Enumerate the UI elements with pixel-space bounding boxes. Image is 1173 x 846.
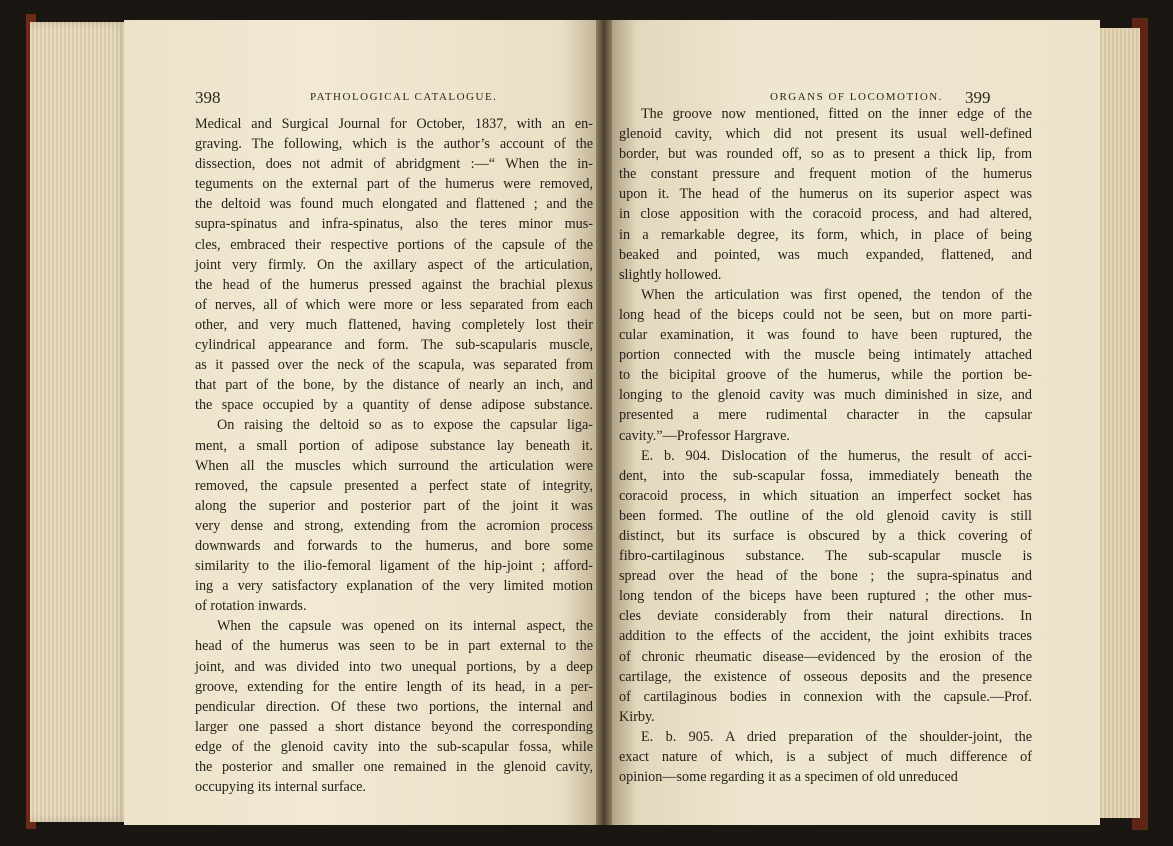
text-line: cylindrical appearance and form. The sub-scapularis muscle, [195, 337, 593, 354]
text-line: along the superior and posterior part of the joint it was [195, 497, 593, 514]
text-line: border, but was rounded off, so as to present a thick lip, from [619, 146, 1032, 163]
text-line: in a remarkable degree, its form, which, in place of being [619, 226, 1032, 243]
text-line: long head of the biceps could not be seen, but on more parti- [619, 306, 1032, 323]
text-line: long tendon of the biceps have been ruptured ; the other mus- [619, 588, 1032, 605]
text-line: opinion—some regarding it as a specimen of old unreduced [619, 769, 958, 786]
text-line: longing to the glenoid cavity was much diminished in size, and [619, 387, 1032, 404]
left-page-body [195, 114, 593, 797]
text-line: portion connected with the muscle being intimately attached [619, 347, 1032, 364]
text-line: removed, the capsule presented a perfect state of integrity, [195, 477, 593, 494]
text-line: E. b. 905. A dried preparation of the shoulder-joint, the [641, 728, 1032, 745]
text-line: head of the humerus was seen to be in part external to the [195, 638, 593, 655]
right-page-number: 399 [965, 88, 991, 107]
text-line: upon it. The head of the humerus on its superior aspect was [619, 186, 1032, 203]
text-line: cles deviate considerably from their natural directions. In [619, 608, 1032, 625]
right-page-body [619, 104, 1032, 787]
text-line: exact nature of which, is a subject of much difference of [619, 749, 1032, 765]
text-line: the head of the humerus pressed against the brachial plexus [195, 276, 593, 293]
text-line: the space occupied by a quantity of dense adipose substance. [195, 397, 593, 414]
text-line: addition to the effects of the accident, the joint exhibits traces [619, 628, 1032, 645]
text-line: larger one passed a short distance beyond the corresponding [195, 718, 593, 735]
text-line: the deltoid was found much elongated and flattened ; and the [195, 196, 593, 213]
text-line: similarity to the ilio-femoral ligament of the hip-joint ; afford- [195, 558, 593, 575]
text-line: cartilage, the existence of osseous deposits and the presence [619, 668, 1032, 685]
text-line: joint, and was divided into two unequal portions, by a deep [195, 658, 593, 675]
left-running-head: PATHOLOGICAL CATALOGUE. [310, 91, 498, 103]
text-line: been formed. The outline of the old glenoid cavity is still [619, 507, 1032, 524]
text-line: E. b. 904. Dislocation of the humerus, the result of acci- [641, 447, 1032, 464]
right-running-head: ORGANS OF LOCOMOTION. [770, 91, 943, 103]
text-line: beaked and pointed, was much expanded, flattened, and [619, 246, 1032, 263]
text-line: the posterior and smaller one remained in the glenoid cavity, [195, 759, 593, 775]
text-line: On raising the deltoid so as to expose the capsular liga- [217, 417, 593, 434]
text-line: coracoid process, in which situation an imperfect socket has [619, 487, 1032, 504]
book-gutter [596, 20, 612, 825]
text-line: Kirby. [619, 708, 655, 725]
text-line: When all the muscles which surround the articulation were [195, 457, 593, 474]
text-line: slightly hollowed. [619, 266, 722, 283]
text-line: pendicular direction. Of these two portions, the internal and [195, 698, 593, 715]
text-line: of nerves, all of which were more or less separated from each [195, 296, 593, 313]
text-line: other, and very much flattened, having completely lost their [195, 316, 593, 333]
page-stack-right [1098, 28, 1140, 818]
text-line: that part of the bone, by the distance of nearly an inch, and [195, 377, 593, 394]
text-line: cavity.”—Professor Hargrave. [619, 427, 790, 444]
text-line: glenoid cavity, which did not present its usual well-defined [619, 126, 1032, 143]
text-line: of cartilaginous bodies in connexion with the capsule.—Prof. [619, 688, 1032, 705]
text-line: graving. The following, which is the author’s account of the [195, 136, 593, 153]
text-line: cles, embraced their respective portions of the capsule of the [195, 236, 593, 253]
page-stack-left [30, 22, 128, 822]
text-line: in close apposition with the coracoid process, and had altered, [619, 206, 1032, 223]
text-line: presented a mere rudimental character in the capsular [619, 407, 1032, 424]
text-line: The groove now mentioned, fitted on the inner edge of the [641, 106, 1032, 122]
text-line: distinct, but its surface is obscured by a thick covering of [619, 527, 1032, 544]
left-page-header [195, 88, 595, 108]
text-line: groove, extending for the entire length of its head, in a per- [195, 678, 593, 695]
text-line: the constant pressure and frequent motion of the humerus [619, 166, 1032, 183]
text-line: supra-spinatus and infra-spinatus, also the teres minor mus- [195, 216, 593, 233]
text-line: joint very firmly. On the axillary aspect of the articulation, [195, 256, 593, 273]
left-page-number: 398 [195, 88, 221, 107]
text-line: When the articulation was first opened, the tendon of the [641, 286, 1032, 303]
text-line: of chronic rheumatic disease—evidenced by the erosion of the [619, 648, 1032, 665]
text-line: downwards and forwards to the humerus, and bore some [195, 537, 593, 554]
text-line: dent, into the sub-scapular fossa, immediately beneath the [619, 467, 1032, 484]
text-line: spread over the head of the bone ; the supra-spinatus and [619, 568, 1032, 585]
text-line: dissection, does not admit of abridgment :—“ When the in- [195, 156, 593, 173]
text-line: teguments on the external part of the humerus were removed, [195, 176, 593, 193]
text-line: to the bicipital groove of the humerus, while the portion be- [619, 367, 1032, 384]
text-line: Medical and Surgical Journal for October, 1837, with an en- [195, 116, 593, 132]
text-line: When the capsule was opened on its internal aspect, the [217, 618, 593, 635]
text-line: fibro-cartilaginous substance. The sub-scapular muscle is [619, 548, 1032, 565]
text-line: very dense and strong, extending from the acromion process [195, 517, 593, 534]
text-line: ing a very satisfactory explanation of the very limited motion [195, 578, 593, 595]
text-line: ment, a small portion of adipose substance lay beneath it. [195, 437, 593, 454]
text-line: as it passed over the neck of the scapula, was separated from [195, 357, 593, 374]
text-line: of rotation inwards. [195, 598, 307, 615]
text-line: occupying its internal surface. [195, 779, 366, 796]
text-line: edge of the glenoid cavity into the sub-scapular fossa, while [195, 738, 593, 755]
text-line: cular examination, it was found to have been ruptured, the [619, 327, 1032, 344]
